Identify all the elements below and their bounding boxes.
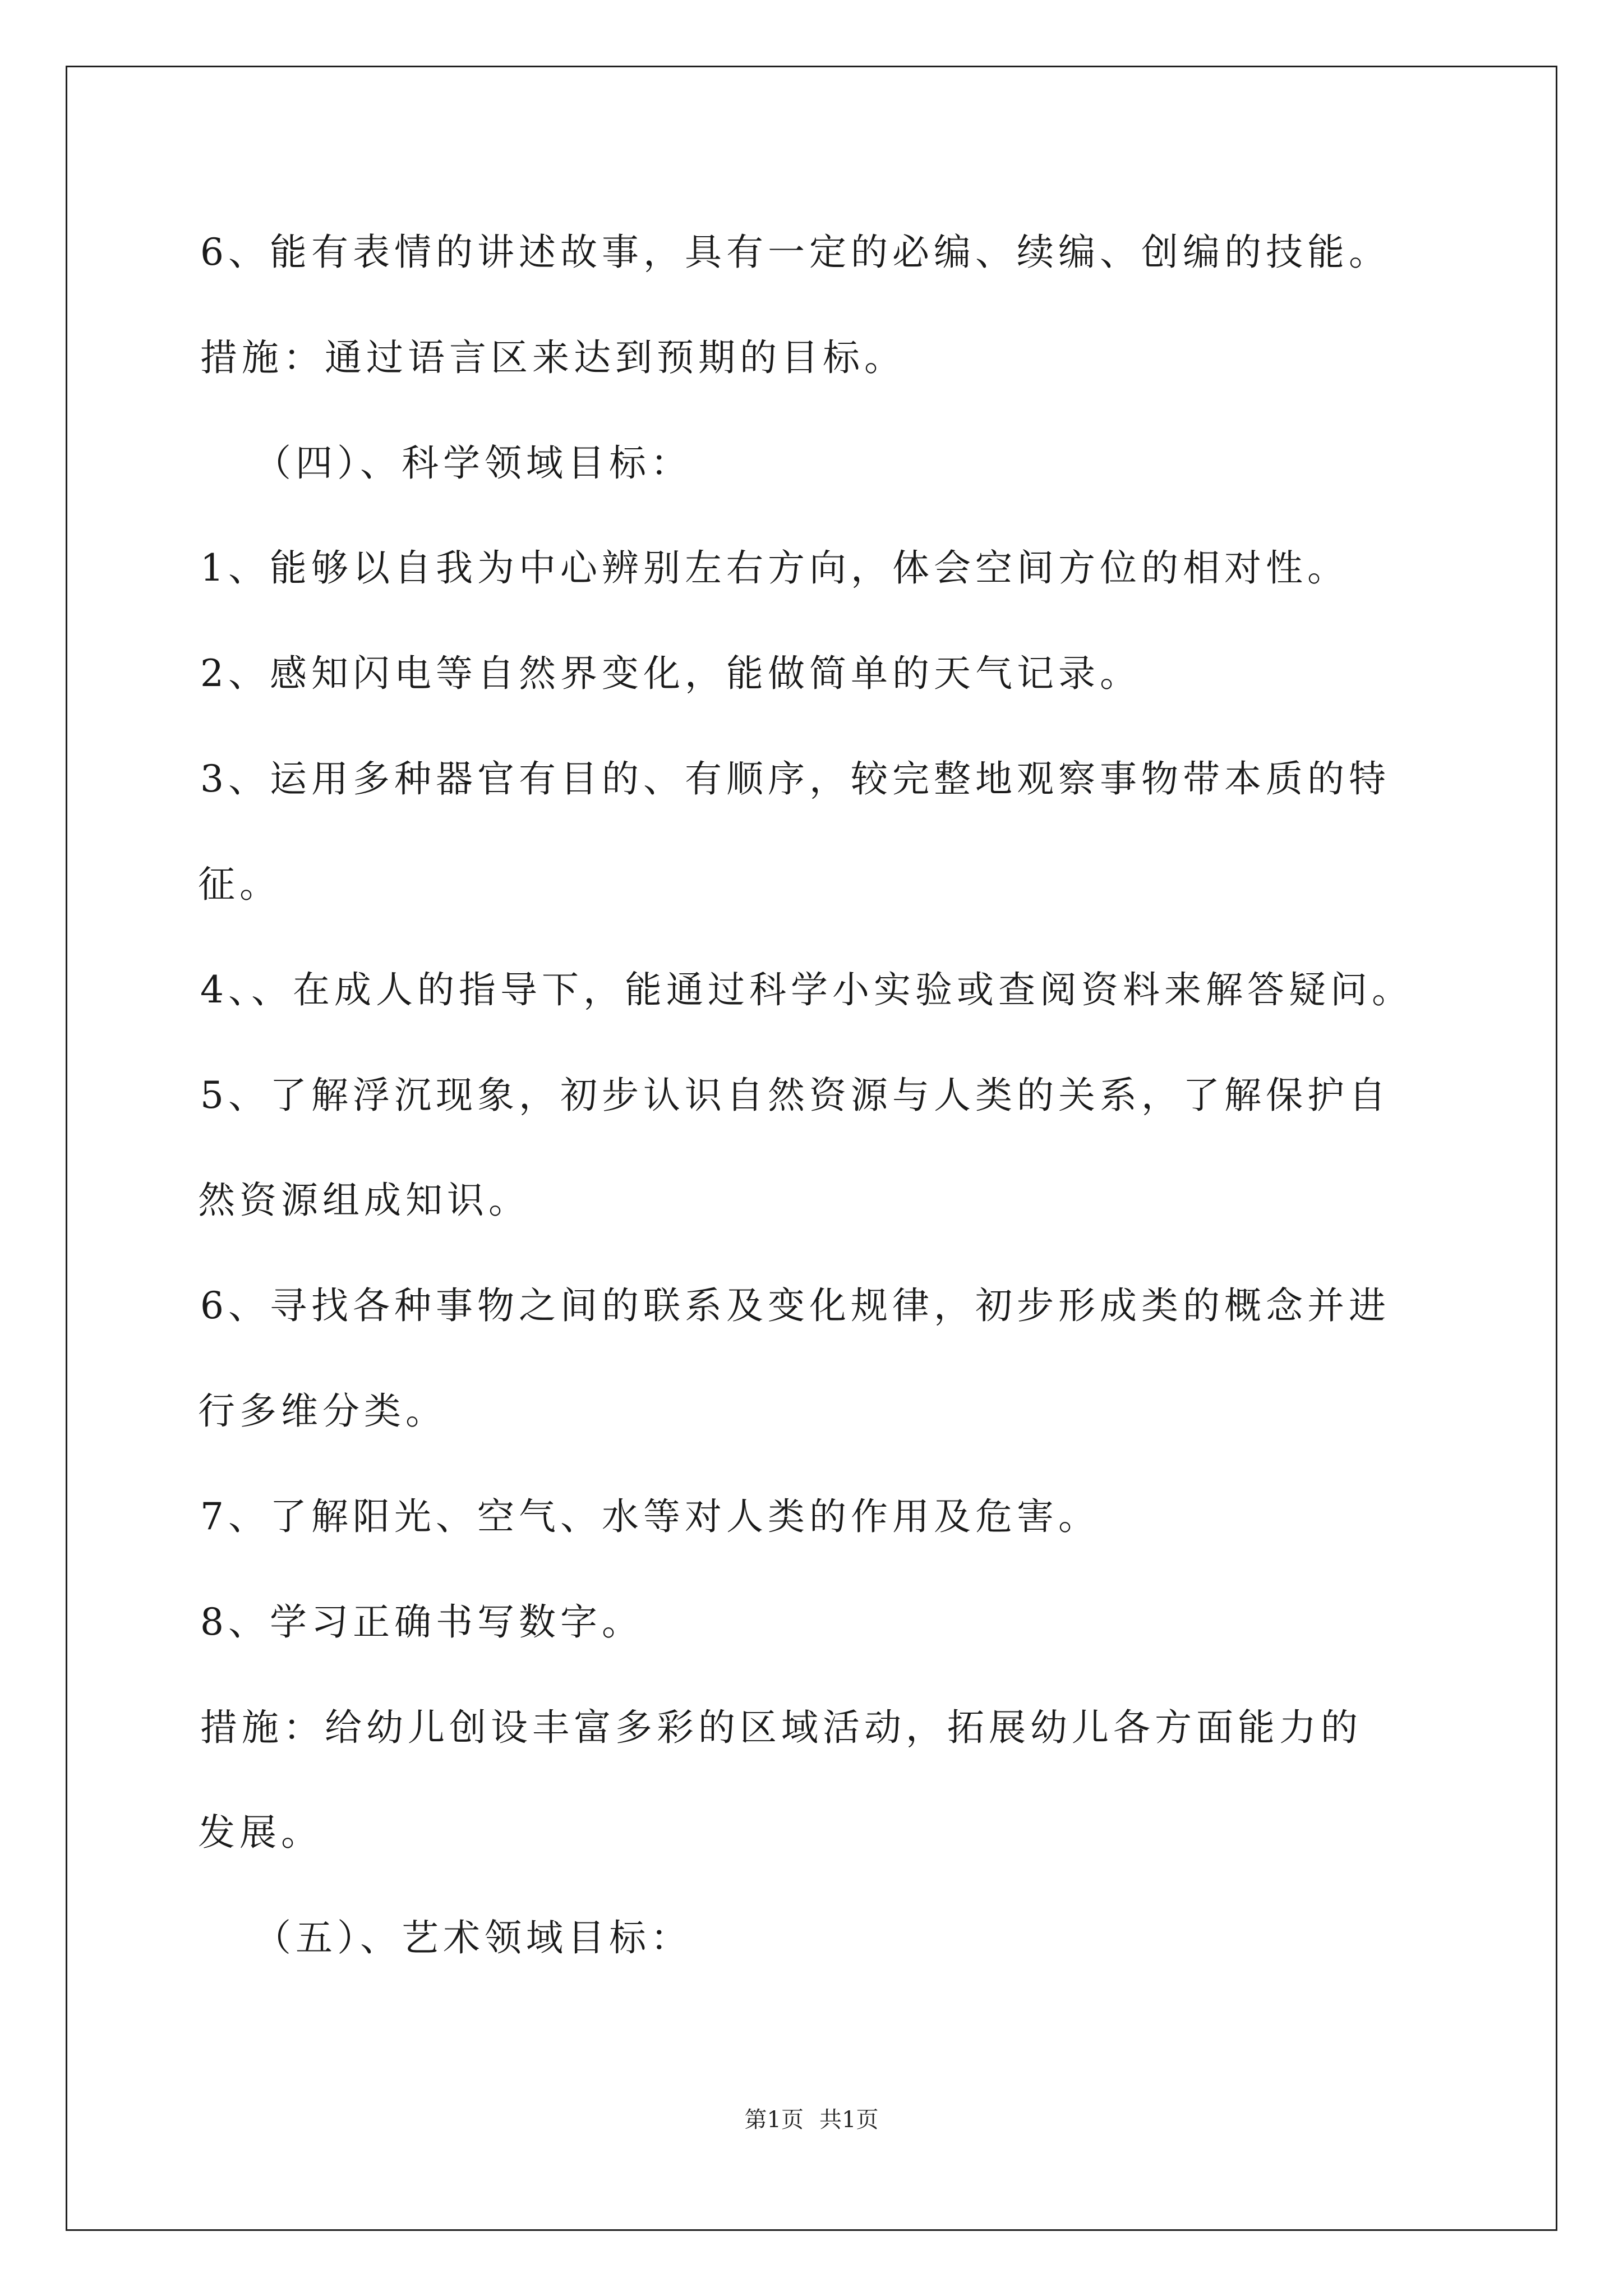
paragraph-line: 7、了解阳光、空气、水等对人类的作用及危害。	[200, 1495, 1100, 1538]
paragraph-line: 措施：通过语言区来达到预期的目标。	[200, 336, 906, 379]
paragraph-line: 6、寻找各种事物之间的联系及变化规律，初步形成类的概念并进	[200, 1284, 1390, 1327]
page-border	[66, 66, 1557, 2231]
paragraph-line: 4、、在成人的指导下，能通过科学小实验或查阅资料来解答疑问。	[200, 968, 1413, 1011]
page-total: 共1页	[819, 2107, 879, 2133]
paragraph-line: 6、能有表情的讲述故事，具有一定的必编、续编、创编的技能。	[200, 231, 1390, 274]
paragraph-line: 征。	[198, 863, 281, 906]
paragraph-line: 8、学习正确书写数字。	[200, 1600, 643, 1644]
paragraph-line: 2、感知闪电等自然界变化，能做简单的天气记录。	[200, 652, 1141, 695]
paragraph-line: 措施：给幼儿创设丰富多彩的区域活动，拓展幼儿各方面能力的	[200, 1706, 1362, 1749]
page-number: 第1页	[744, 2107, 804, 2133]
paragraph-line: 然资源组成知识。	[198, 1179, 530, 1222]
paragraph-line: 5、了解浮沉现象，初步认识自然资源与人类的关系，了解保护自	[200, 1074, 1390, 1117]
page-footer	[0, 2106, 1623, 2133]
section-heading: （五）、艺术领域目标：	[254, 1916, 692, 1959]
paragraph-line: 发展。	[198, 1811, 322, 1854]
paragraph-line: 行多维分类。	[198, 1389, 447, 1433]
section-heading: （四）、科学领域目标：	[254, 441, 692, 485]
paragraph-line: 3、运用多种器官有目的、有顺序，较完整地观察事物带本质的特	[200, 757, 1390, 800]
paragraph-line: 1、能够以自我为中心辨别左右方向，体会空间方位的相对性。	[200, 546, 1349, 590]
